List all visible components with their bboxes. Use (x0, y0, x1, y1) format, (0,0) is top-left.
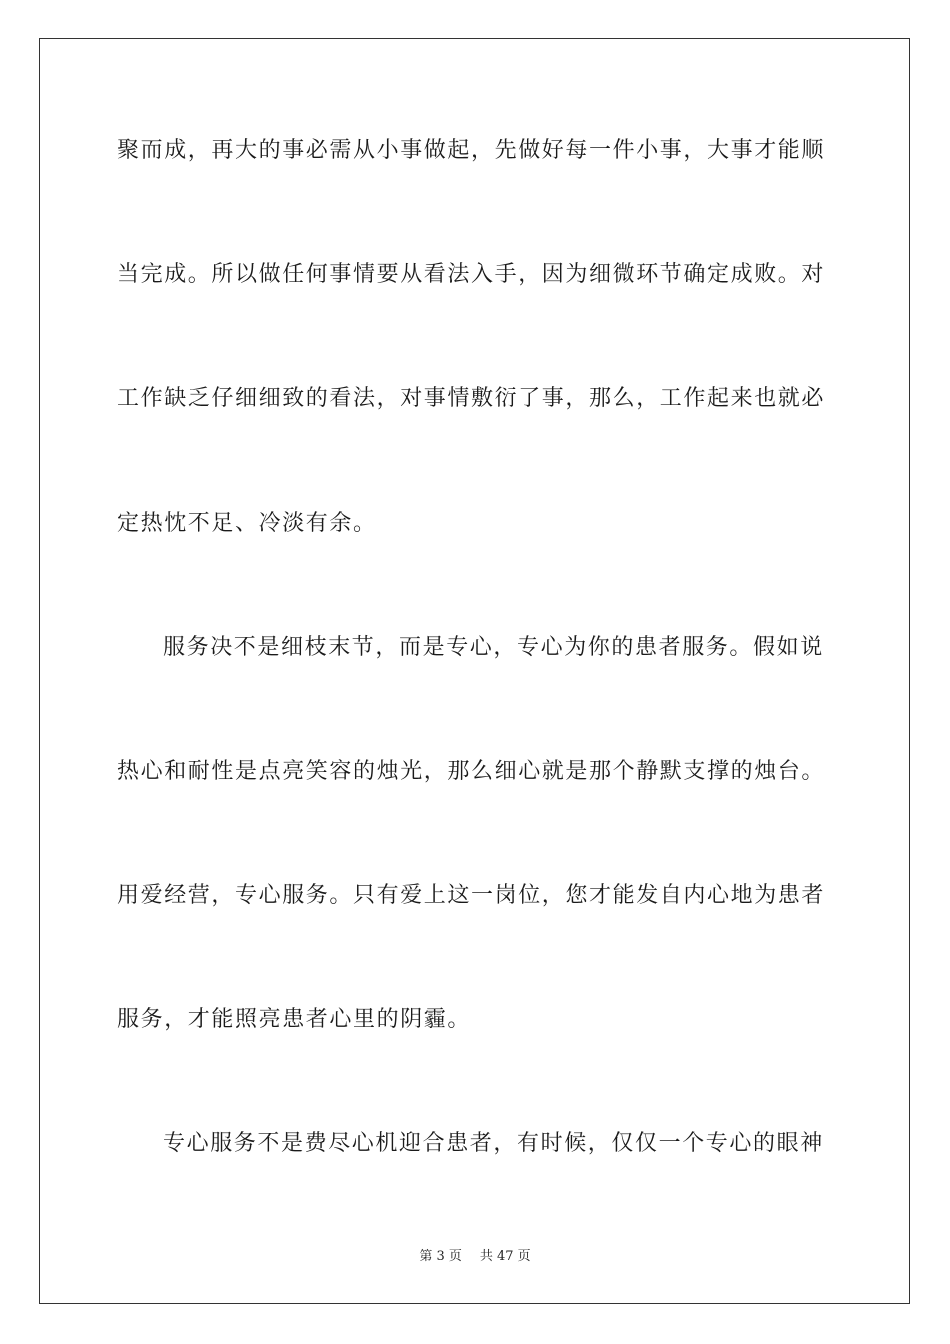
page-total: 共 47 页 (479, 1249, 531, 1264)
paragraph-first-line: 服务决不是细枝末节，而是专心，专心为你的患者服务。假如说 (163, 635, 824, 660)
page-footer (0, 1248, 950, 1266)
body-text-line: 用爱经营，专心服务。只有爱上这一岗位，您才能发自内心地为患者 (117, 883, 826, 908)
paragraph-first-line: 专心服务不是费尽心机迎合患者，有时候，仅仅一个专心的眼神 (163, 1131, 824, 1156)
body-text-line: 聚而成，再大的事必需从小事做起，先做好每一件小事，大事才能顺 (117, 138, 826, 163)
body-text-line: 当完成。所以做任何事情要从看法入手，因为细微环节确定成败。对 (117, 262, 826, 287)
page-number: 第 3 页 (419, 1249, 462, 1264)
body-text-line: 热心和耐性是点亮笑容的烛光，那么细心就是那个静默支撑的烛台。 (117, 759, 826, 784)
body-text-line: 服务，才能照亮患者心里的阴霾。 (117, 1007, 472, 1032)
body-text-line: 工作缺乏仔细细致的看法，对事情敷衍了事，那么，工作起来也就必 (117, 386, 826, 411)
body-text-line: 定热忱不足、冷淡有余。 (117, 511, 377, 536)
page-border (39, 38, 910, 1304)
